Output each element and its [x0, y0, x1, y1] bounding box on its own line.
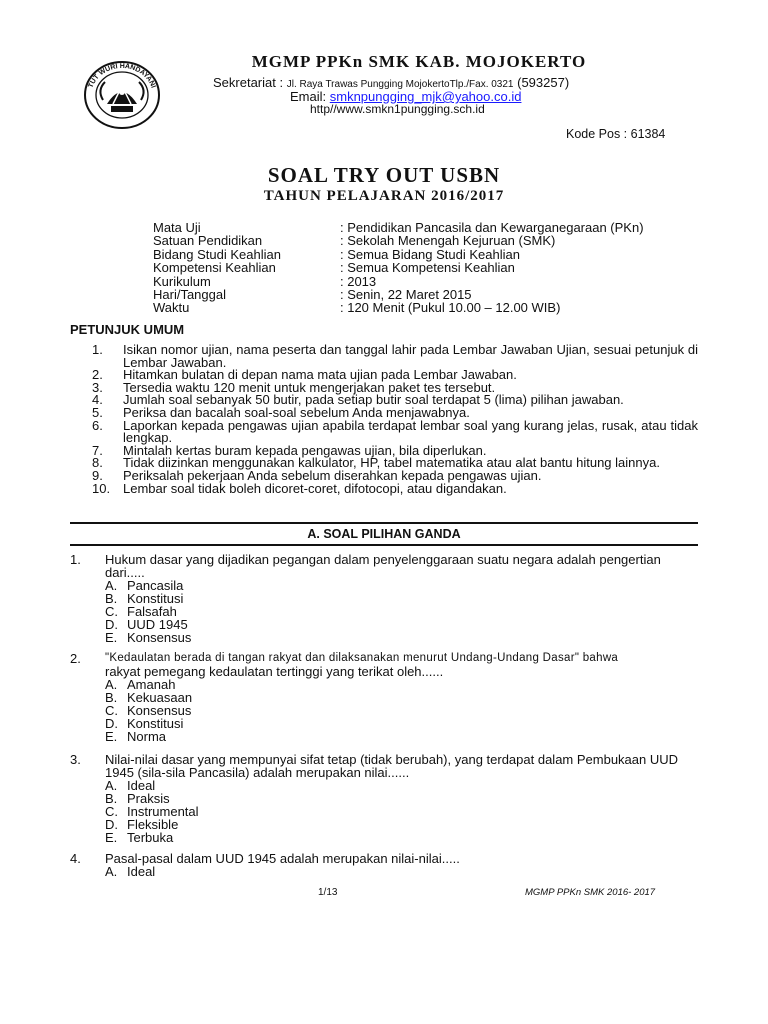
option-letter: D. [105, 617, 118, 632]
question-number: 3. [70, 752, 81, 767]
option-text: Falsafah [127, 604, 177, 619]
info-key: Kurikulum [153, 273, 211, 289]
footer-label: MGMP PPKn SMK 2016- 2017 [525, 887, 656, 898]
email-link[interactable]: smknpungging_mjk@yahoo.co.id [329, 89, 522, 104]
info-value: : Senin, 22 Maret 2015 [340, 287, 472, 303]
item-number: 8. [92, 455, 103, 471]
info-key: Waktu [153, 300, 190, 316]
info-value: : 2013 [340, 273, 377, 289]
answer-option[interactable] [105, 831, 700, 844]
answer-option[interactable] [105, 618, 700, 631]
option-letter: C. [105, 804, 118, 819]
option-text: Konstitusi [127, 591, 184, 606]
organization-title: MGMP PPKn SMK KAB. MOJOKERTO [251, 52, 587, 71]
option-text: Instrumental [127, 804, 199, 819]
answer-option[interactable] [105, 779, 700, 792]
item-text: Laporkan kepada pengawas ujian apabila terdapat lembar soal yang kurang jelas, rusak, atau tidak lengkap. [123, 417, 698, 446]
info-row [153, 248, 644, 261]
item-number: 10. [92, 480, 111, 496]
answer-option[interactable] [105, 818, 700, 831]
option-letter: E. [105, 830, 118, 845]
option-letter: A. [105, 677, 118, 692]
info-value: : Pendidikan Pancasila dan Kewarganegaraan (PKn) [340, 220, 644, 235]
info-value: : Sekolah Menengah Kejuruan (SMK) [340, 233, 556, 249]
info-key: Satuan Pendidikan [153, 233, 263, 249]
section-top-divider [70, 522, 698, 524]
instructions-list [92, 344, 698, 495]
info-key: Kompetensi Keahlian [153, 260, 276, 276]
item-text: Periksalah pekerjaan Anda sebelum diserahkan kepada pengawas ujian. [123, 467, 542, 483]
option-letter: A. [105, 778, 118, 793]
answer-option[interactable] [105, 605, 700, 618]
item-number: 2. [92, 367, 103, 383]
exam-info-table [153, 221, 644, 315]
option-text: Ideal [127, 778, 156, 793]
page-number: 1/13 [318, 887, 338, 898]
list-item [92, 344, 698, 369]
question-4 [70, 852, 700, 878]
item-text: Hitamkan bulatan di depan nama mata ujian pada Lembar Jawaban. [123, 367, 517, 383]
item-number: 5. [92, 404, 103, 420]
info-value: : 120 Menit (Pukul 10.00 – 12.00 WIB) [340, 300, 561, 316]
answer-option[interactable] [105, 678, 700, 691]
option-text: Fleksible [127, 817, 179, 832]
info-row [153, 261, 644, 274]
sekretariat-line [213, 75, 569, 90]
info-key: Hari/Tanggal [153, 287, 226, 303]
exam-title: SOAL TRY OUT USBN [267, 163, 501, 187]
option-letter: B. [105, 591, 118, 606]
academic-year: TAHUN PELAJARAN 2016/2017 [263, 188, 505, 204]
info-value: : Semua Bidang Studi Keahlian [340, 246, 520, 262]
item-number: 9. [92, 467, 103, 483]
answer-option[interactable] [105, 704, 700, 717]
option-text: Konsensus [127, 630, 192, 645]
answer-option[interactable] [105, 865, 700, 878]
item-number: 1. [92, 342, 103, 357]
option-letter: C. [105, 703, 118, 718]
option-text: Norma [127, 729, 167, 744]
item-text: Periksa dan bacalah soal-soal sebelum Anda menjawabnya. [123, 404, 470, 420]
option-text: Ideal [127, 864, 156, 879]
option-letter: E. [105, 630, 118, 645]
info-row [153, 288, 644, 301]
question-text-continued: rakyat pemegang kedaulatan tertinggi yang terikat oleh...... [105, 664, 444, 679]
item-text: Tidak diizinkan menggunakan kalkulator, HP, tabel matematika atau alat bantu hitung lainnya. [123, 455, 660, 471]
question-text: "Kedaulatan berada di tangan rakyat dan dilaksanakan menurut Undang-Undang Dasar" bahwa [105, 652, 619, 664]
option-text: Kekuasaan [127, 690, 193, 705]
info-row [153, 275, 644, 288]
answer-option[interactable] [105, 805, 700, 818]
section-title: A. SOAL PILIHAN GANDA [307, 527, 461, 541]
sekretariat-phone: (593257) [517, 75, 570, 90]
option-letter: A. [105, 578, 118, 593]
info-row [153, 234, 644, 247]
question-text: Hukum dasar yang dijadikan pegangan dalam penyelenggaraan suatu negara adalah pengertian dari..... [105, 552, 661, 580]
list-item [92, 480, 698, 496]
item-text: Tersedia waktu 120 menit untuk mengerjakan paket tes tersebut. [123, 379, 496, 395]
item-number: 7. [92, 442, 103, 458]
item-text: Isikan nomor ujian, nama peserta dan tanggal lahir pada Lembar Jawaban Ujian, sesuai petunjuk di Lembar Jawaban. [123, 342, 698, 370]
info-row [153, 301, 644, 314]
postal-code: Kode Pos : 61384 [566, 127, 666, 141]
question-text: Pasal-pasal dalam UUD 1945 adalah merupakan nilai-nilai..... [105, 851, 460, 866]
answer-option[interactable] [105, 579, 700, 592]
question-number: 4. [70, 851, 81, 866]
question-3 [70, 753, 700, 844]
option-letter: D. [105, 716, 118, 731]
answer-option[interactable] [105, 691, 700, 704]
item-number: 3. [92, 379, 103, 395]
option-letter: E. [105, 729, 118, 744]
info-key: Bidang Studi Keahlian [153, 246, 281, 262]
item-text: Mintalah kertas buram kepada pengawas ujian, bila diperlukan. [123, 442, 487, 458]
option-letter: A. [105, 864, 118, 879]
option-text: Terbuka [127, 830, 174, 845]
option-text: Konsensus [127, 703, 192, 718]
option-text: Amanah [127, 677, 176, 692]
question-number: 2. [70, 651, 81, 666]
option-letter: C. [105, 604, 118, 619]
info-value: : Semua Kompetensi Keahlian [340, 260, 515, 276]
website-text: http//www.smkn1pungging.sch.id [310, 102, 485, 116]
logo-text: TUT WURI HANDAYANI [87, 62, 157, 90]
option-letter: B. [105, 690, 118, 705]
answer-option[interactable] [105, 592, 700, 605]
item-text: Lembar soal tidak boleh dicoret-coret, difotocopi, atau digandakan. [123, 480, 507, 496]
item-text: Jumlah soal sebanyak 50 butir, pada setiap butir soal terdapat 5 (lima) pilihan jawaban. [123, 392, 624, 408]
option-letter: B. [105, 791, 118, 806]
email-label: Email: [290, 89, 327, 104]
question-2 [70, 652, 700, 743]
sekretariat-address: Jl. Raya Trawas Pungging MojokertoTlp./Fax. 0321 [286, 79, 514, 90]
info-row [153, 221, 644, 234]
option-text: Praksis [127, 791, 170, 806]
sekretariat-label: Sekretariat : [213, 75, 284, 90]
option-text: Pancasila [127, 578, 184, 593]
answer-option[interactable] [105, 717, 700, 730]
option-letter: D. [105, 817, 118, 832]
list-item [92, 417, 698, 446]
info-key: Mata Uji [153, 220, 201, 235]
option-text: UUD 1945 [127, 617, 188, 632]
instructions-heading: PETUNJUK UMUM [70, 322, 185, 337]
answer-option[interactable] [105, 730, 700, 743]
item-number: 6. [92, 417, 103, 433]
question-1 [70, 553, 700, 644]
question-number: 1. [70, 552, 81, 567]
answer-option[interactable] [105, 631, 700, 644]
option-text: Konstitusi [127, 716, 184, 731]
section-bottom-divider [70, 544, 698, 546]
item-number: 4. [92, 392, 103, 408]
question-text: Nilai-nilai dasar yang mempunyai sifat tetap (tidak berubah), yang terdapat dalam Pembukaan UUD 1945 (sila-sila Pancasila) adalah merupakan nilai...... [105, 752, 679, 780]
